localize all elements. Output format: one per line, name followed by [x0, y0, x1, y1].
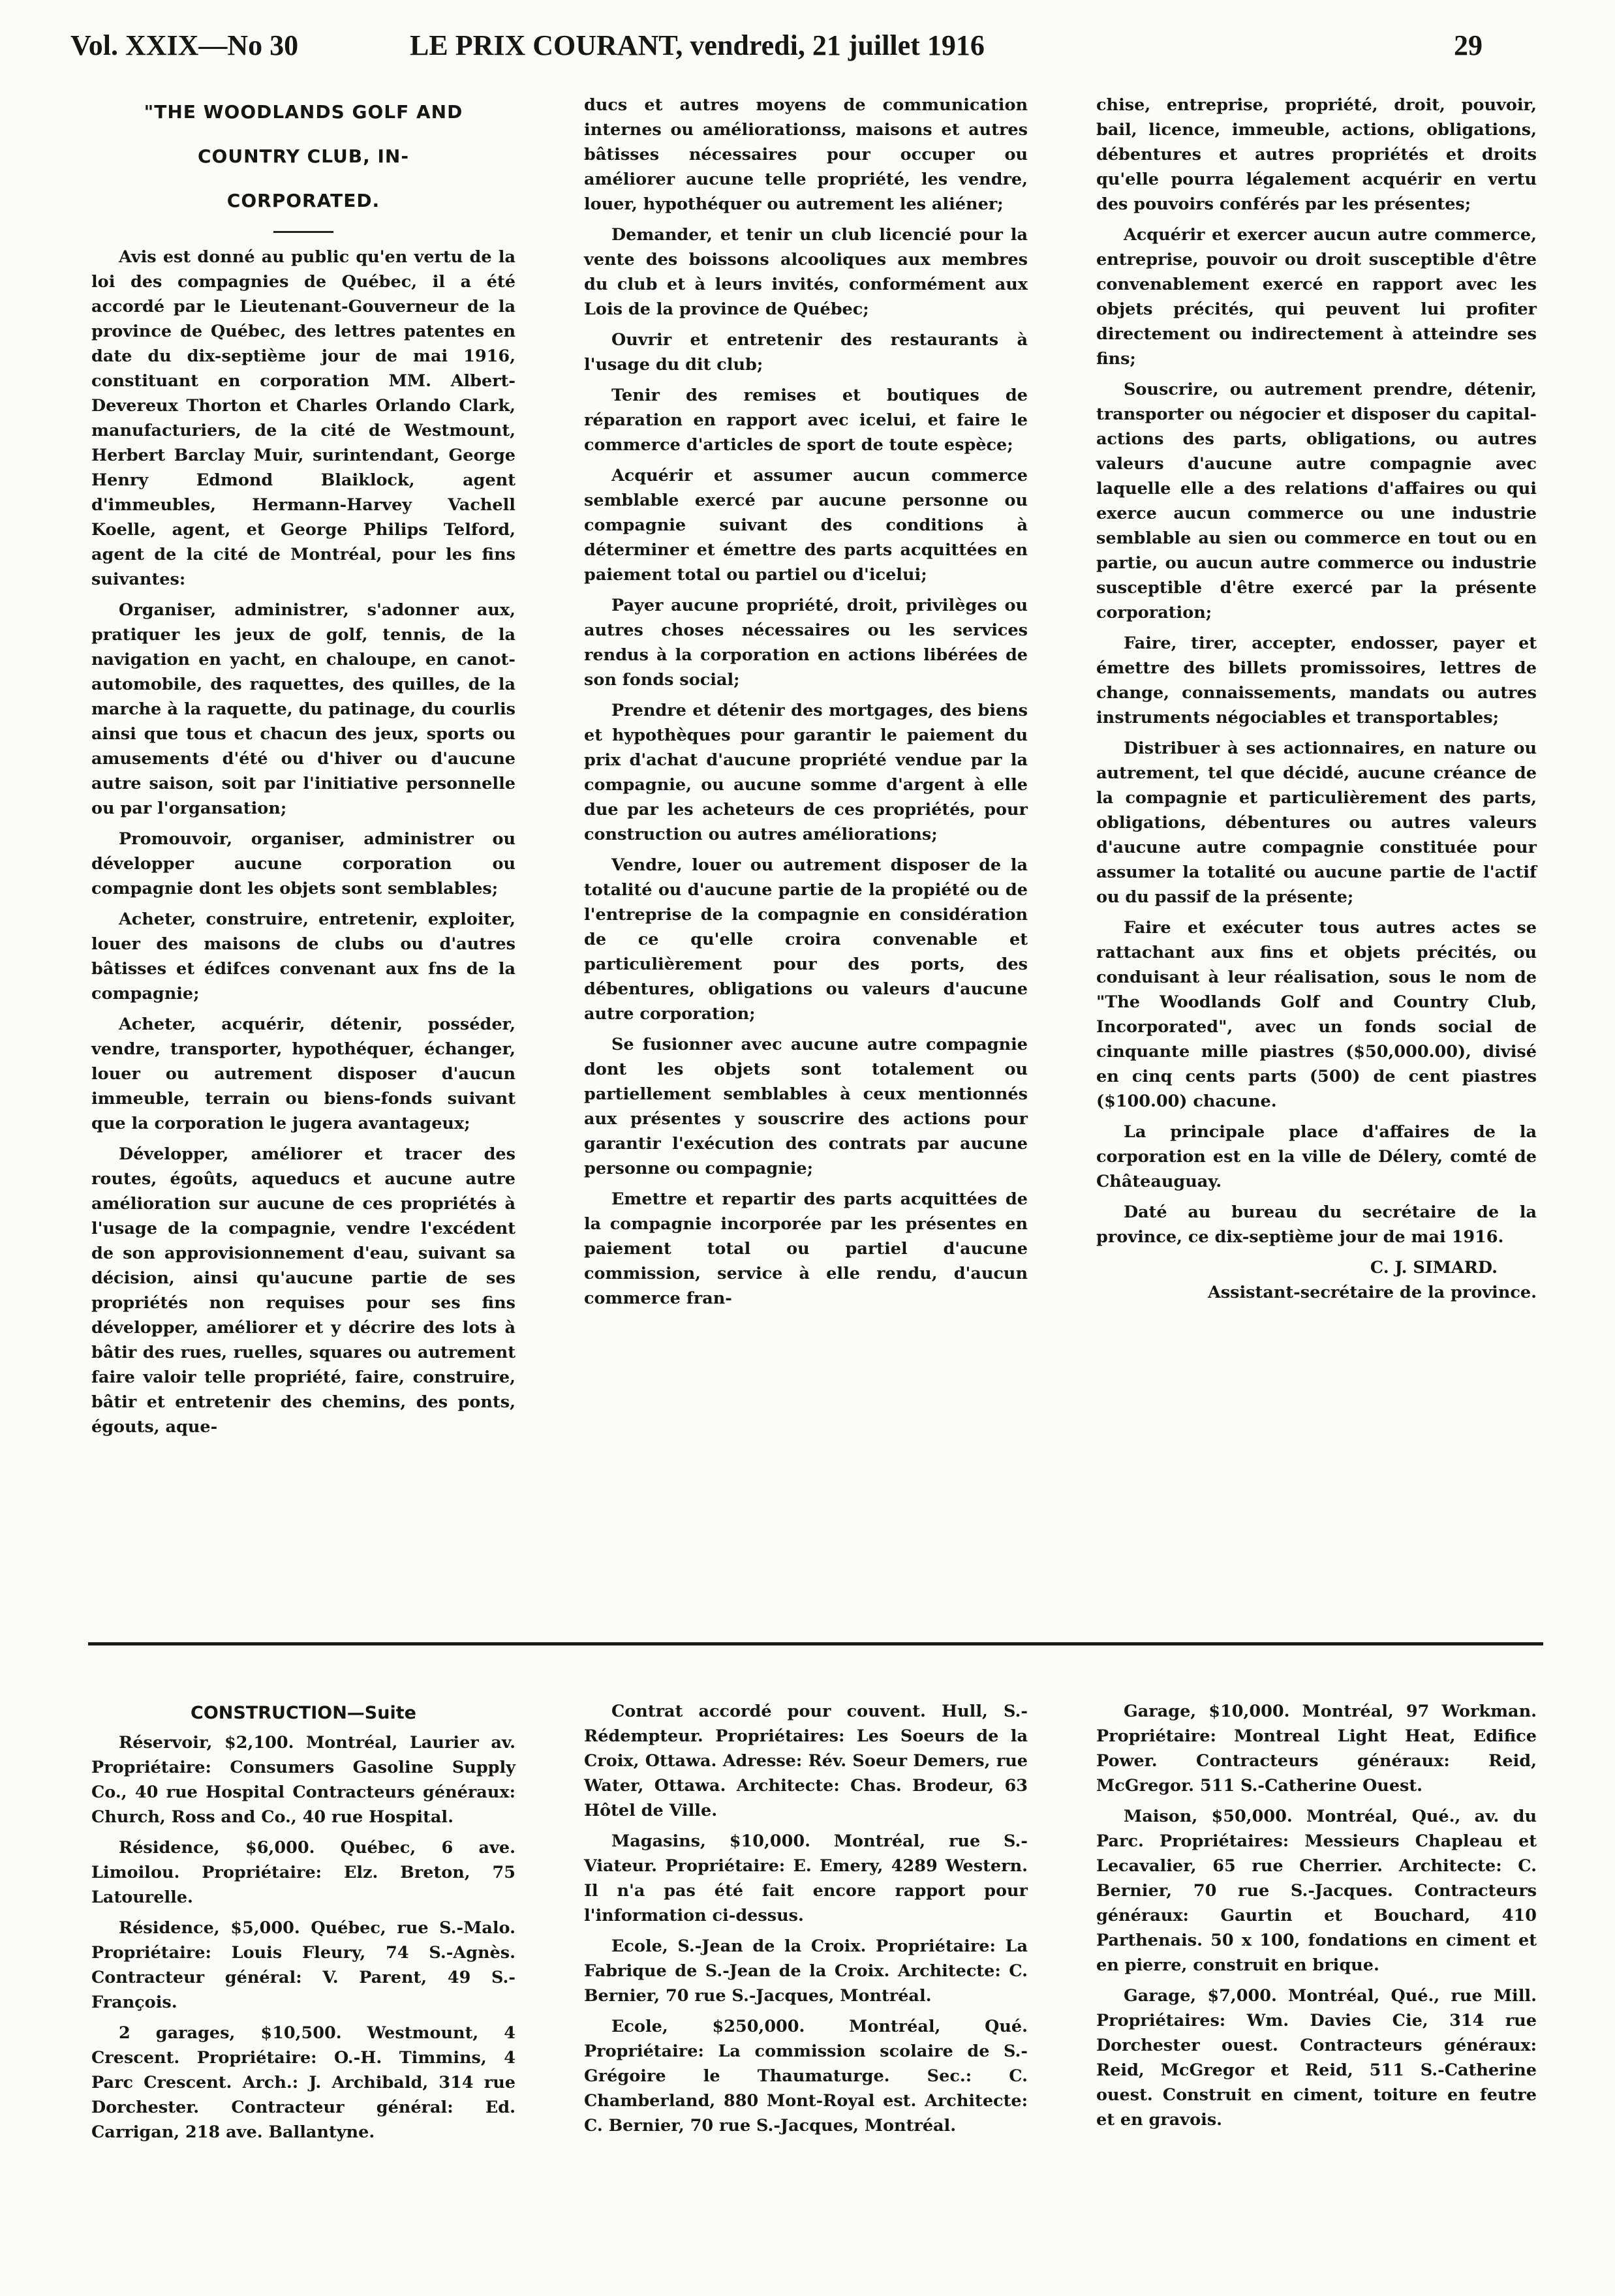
paragraph: Ouvrir et entretenir des restaurants à l'usage du dit club; [584, 330, 1028, 375]
listing: Garage, $7,000. Montréal, Qué., rue Mill. Propriétaires: Wm. Davies Cie, 314 rue Dorchester ouest. Contracteurs généraux: Reid, McGregor et Reid, 511 S.-Catherine ouest. Construit en ciment, toiture en feutre et en gravois. [1096, 1986, 1537, 2130]
page-number: 29 [1454, 29, 1483, 61]
signature: C. J. SIMARD. [1370, 1258, 1498, 1278]
construction-heading: CONSTRUCTION—Suite [191, 1703, 416, 1723]
notice-column-2 [584, 93, 1028, 1317]
running-header [70, 26, 1493, 65]
listing: Résidence, $5,000. Québec, rue S.-Malo. Propriétaire: Louis Fleury, 74 S.-Agnès. Contracteur général: V. Parent, 49 S.-François. [91, 1918, 515, 2012]
listing: Réservoir, $2,100. Montréal, Laurier av. Propriétaire: Consumers Gasoline Supply Co., 40 rue Hospital Contracteurs généraux: Church, Ross and Co., 40 rue Hospital. [91, 1733, 515, 1827]
paragraph: Faire, tirer, accepter, endosser, payer et émettre des billets promissoires, lettres de change, connaissements, mandats ou autres instruments négociables et transportables; [1096, 634, 1537, 727]
notice-title-line-2: COUNTRY CLUB, IN- [197, 145, 409, 167]
listing: Magasins, $10,000. Montréal, rue S.-Viateur. Propriétaire: E. Emery, 4289 Western. Il n'a pas été fait encore rapport pour l'information ci-dessus. [584, 1831, 1028, 1925]
paragraph: Prendre et détenir des mortgages, des biens et hypothèques pour garantir le paiement du prix d'achat d'aucune propriété vendue par la compagnie, ou aucune somme d'argent à elle due par les acheteurs de ces propriétés, pour construction ou autres améliorations; [584, 701, 1028, 844]
section-divider [88, 1642, 1543, 1645]
paragraph: Acheter, acquérir, détenir, posséder, vendre, transporter, hypothéquer, échanger, louer ou autrement disposer d'aucun immeuble, terrain ou biens-fonds suivant que la corporation le jugera avantageux; [91, 1015, 515, 1133]
construction-column-3 [1096, 1699, 1537, 2138]
paragraph: chise, entreprise, propriété, droit, pouvoir, bail, licence, immeuble, actions, obligations, débentures et autres propriétés et droits qu'elle pourra légalement acquérir en vertu des pouvoirs conférés par les présentes; [1096, 95, 1537, 214]
paragraph: Se fusionner avec aucune autre compagnie dont les objets sont totalement ou partiellement semblables à ceux mentionnés aux présentes y souscrire des actions pour garantir l'exécution des contrats par aucune personne ou compagnie; [584, 1035, 1028, 1178]
listing: Contrat accordé pour couvent. Hull, S.-Rédempteur. Propriétaires: Les Soeurs de la Croix, Ottawa. Adresse: Rév. Soeur Demers, rue Water, Ottawa. Architecte: Chas. Brodeur, 63 Hôtel de Ville. [584, 1702, 1028, 1820]
notice-title-line-1: "THE WOODLANDS GOLF AND [144, 101, 463, 123]
paragraph: La principale place d'affaires de la corporation est en la ville de Délery, comté de Châteauguay. [1096, 1122, 1537, 1191]
title-divider [273, 231, 333, 233]
paragraph: Daté au bureau du secrétaire de la province, ce dix-septième jour de mai 1916. [1096, 1202, 1537, 1247]
paragraph: Payer aucune propriété, droit, privilèges ou autres choses nécessaires ou les services rendus à la corporation en actions libérées de son fonds social; [584, 596, 1028, 690]
volume-number: Vol. XXIX—No 30 [70, 29, 299, 61]
paragraph: ducs et autres moyens de communication internes ou améliorationss, maisons et autres bâtisses nécessaires pour occuper ou améliorer aucune telle propriété, les vendre, louer, hypothéquer ou autrement les aliéner; [584, 95, 1028, 214]
paragraph: Acquérir et exercer aucun autre commerce, entreprise, pouvoir ou droit susceptible d'être convenablement exercé en rapport avec les objets précités, qui peuvent lui profiter directement ou indirectement à atteindre ses fins; [1096, 225, 1537, 369]
notice-column-3 [1096, 93, 1537, 1305]
paragraph: Distribuer à ses actionnaires, en nature ou autrement, tel que décidé, aucune créance de la compagnie et particulièrement des parts, obligations, débentures ou autres valeurs d'aucune autre compagnie constituée pour assumer la totalité ou aucune partie de l'actif ou du passif de la présente; [1096, 739, 1537, 907]
paragraph: Promouvoir, organiser, administrer ou développer aucune corporation ou compagnie dont les objets sont semblables; [91, 829, 515, 898]
paragraph: Avis est donné au public qu'en vertu de la loi des compagnies de Québec, il a été accordé par le Lieutenant-Gouverneur de la province de Québec, des lettres patentes en date du dix-septième jour de mai 1916, constituant en corporation MM. Albert-Devereux Thorton et Charles Orlando Clark, manufacturiers, de la cité de Westmount, Herbert Barclay Muir, surintendant, George Henry Edmond Blaiklock, agent d'immeubles, Hermann-Harvey Vachell Koelle, agent, et George Philips Telford, agent de la cité de Montréal, pour les fins suivantes: [91, 247, 515, 589]
listing: Maison, $50,000. Montréal, Qué., av. du Parc. Propriétaires: Messieurs Chapleau et Lecavalier, 65 rue Cherrier. Architecte: C. Bernier, 70 rue S.-Jacques. Contracteurs généraux: Gaurtin et Bouchard, 410 Parthenais. 50 x 100, fondations en ciment et en pierre, construit en brique. [1096, 1807, 1537, 1975]
paragraph: Organiser, administrer, s'adonner aux, pratiquer les jeux de golf, tennis, de la navigation en yacht, en chaloupe, en canot-automobile, des raquettes, des quilles, de la marche à la raquette, du patinage, du courlis ainsi que tous et chacun des jeux, sports ou amusements d'été ou d'hiver ou d'aucune autre saison, soit par l'initiative personnelle ou par l'organsation; [91, 600, 515, 818]
listing: Ecole, S.-Jean de la Croix. Propriétaire: La Fabrique de S.-Jean de la Croix. Architecte: C. Bernier, 70 rue S.-Jacques, Montréal. [584, 1936, 1028, 2006]
paragraph: Demander, et tenir un club licencié pour la vente des boissons alcooliques aux membres du club et à leurs invités, conformément aux Lois de la province de Québec; [584, 225, 1028, 319]
construction-column-2 [584, 1699, 1028, 2144]
construction-column-1 [91, 1696, 515, 2151]
paragraph: Acheter, construire, entretenir, exploiter, louer des maisons de clubs ou d'autres bâtisses et édifces convenant aux fns de la compagnie; [91, 910, 515, 1003]
listing: Ecole, $250,000. Montréal, Qué. Propriétaire: La commission scolaire de S.-Grégoire le Thaumaturge. Sec.: C. Chamberland, 880 Mont-Royal est. Architecte: C. Bernier, 70 rue S.-Jacques, Montréal. [584, 2017, 1028, 2135]
paragraph: Acquérir et assumer aucun commerce semblable exercé par aucune personne ou compagnie suivant des conditions à déterminer et émettre des parts acquittées en paiement total ou partiel ou d'icelui; [584, 466, 1028, 585]
paragraph: Développer, améliorer et tracer des routes, égoûts, aqueducs et aucune autre amélioration sur aucune de ces propriétés à l'usage de la compagnie, vendre l'excédent de son approvisionnement d'eau, suivant sa décision, ainsi qu'aucune partie de ses propriétés non requises pour ses fins développer, améliorer et y décrire des lots à bâtir des rues, ruelles, squares ou autrement faire valoir telle propriété, faire, construire, bâtir et entretenir des chemins, des ponts, égouts, aque- [91, 1144, 515, 1437]
listing: Résidence, $6,000. Québec, 6 ave. Limoilou. Propriétaire: Elz. Breton, 75 Latourelle. [91, 1838, 515, 1907]
notice-title-line-3: CORPORATED. [226, 190, 380, 211]
signature-title: Assistant-secrétaire de la province. [1208, 1283, 1537, 1302]
listing: Garage, $10,000. Montréal, 97 Workman. Propriétaire: Montreal Light Heat, Edifice Power. Contracteurs généraux: Reid, McGregor. 511 S.-Catherine Ouest. [1096, 1702, 1537, 1796]
paragraph: Emettre et repartir des parts acquittées de la compagnie incorporée par les présentes en paiement total ou partiel d'aucune commission, service à elle rendu, d'aucun commerce fran- [584, 1189, 1028, 1308]
publication-line: LE PRIX COURANT, vendredi, 21 juillet 1916 [410, 29, 985, 61]
paragraph: Souscrire, ou autrement prendre, détenir, transporter ou négocier et disposer du capital-actions des parts, obligations, ou autres valeurs d'aucune autre compagnie avec laquelle elle a des relations d'affaires ou qui exerce aucun commerce ou une industrie semblable au sien ou commerce en tout ou en partie, ou aucun autre commerce ou industrie susceptible d'être exercé par la présente corporation; [1096, 380, 1537, 622]
paragraph: Tenir des remises et boutiques de réparation en rapport avec icelui, et faire le commerce d'articles de sport de toute espèce; [584, 386, 1028, 455]
notice-column-1 [91, 90, 515, 1445]
paragraph: Faire et exécuter tous autres actes se rattachant aux fins et objets précités, ou conduisant à leur réalisation, sous le nom de "The Woodlands Golf and Country Club, Incorporated", avec un fonds social de cinquante mille piastres ($50,000.00), divisé en cinq cents parts (500) de cent piastres ($100.00) chacune. [1096, 918, 1537, 1111]
listing: 2 garages, $10,500. Westmount, 4 Crescent. Propriétaire: O.-H. Timmins, 4 Parc Crescent. Arch.: J. Archibald, 314 rue Dorchester. Contracteur général: Ed. Carrigan, 218 ave. Ballantyne. [91, 2023, 515, 2142]
paragraph: Vendre, louer ou autrement disposer de la totalité ou d'aucune partie de la propiété ou de l'entreprise de la compagnie en considération de ce qu'elle croira convenable et particulièrement pour des ports, des débentures, obligations ou valeurs d'aucune autre corporation; [584, 855, 1028, 1024]
